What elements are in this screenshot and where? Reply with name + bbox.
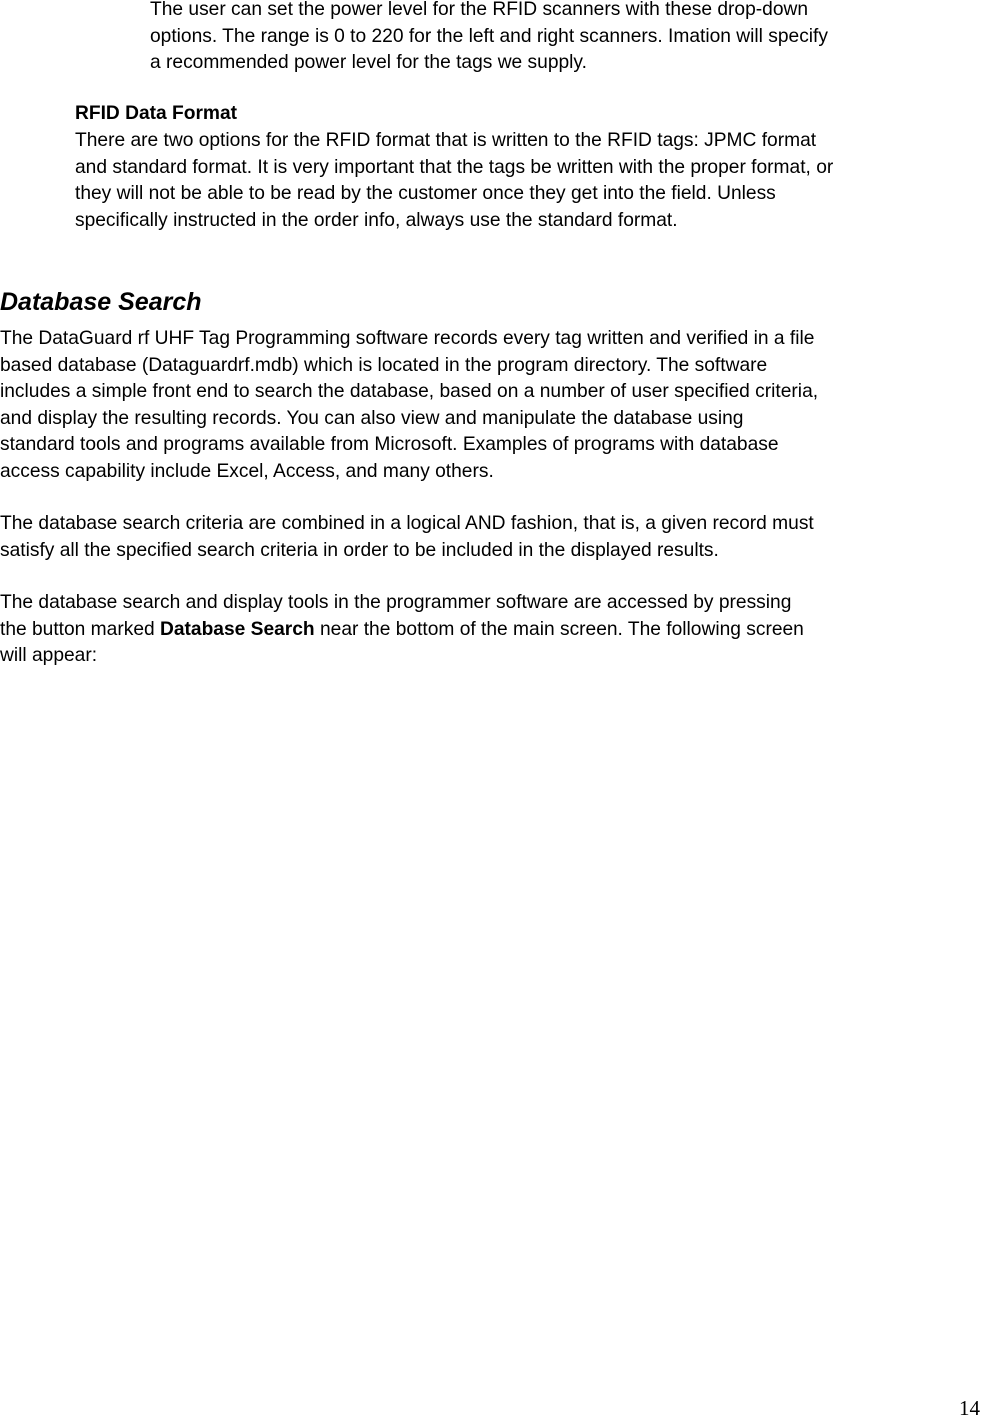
text-line: and standard format. It is very important that the tags be written with the proper format, or	[75, 156, 834, 178]
text-line: options. The range is 0 to 220 for the left and right scanners. Imation will specify	[150, 25, 828, 47]
search-criteria-paragraph	[0, 511, 982, 564]
database-description-paragraph	[0, 326, 982, 485]
text-line: The database search and display tools in the programmer software are accessed by pressing	[0, 592, 792, 613]
text-line: standard tools and programs available from Microsoft. Examples of programs with database	[0, 434, 779, 455]
text-line: a recommended power level for the tags we supply.	[150, 52, 587, 73]
database-search-heading: Database Search	[0, 288, 202, 316]
text-line: access capability include Excel, Access, and many others.	[0, 460, 494, 482]
text-line: and display the resulting records. You can also view and manipulate the database using	[0, 407, 744, 429]
text-line: satisfy all the specified search criteria in order to be included in the displayed results.	[0, 539, 719, 561]
power-level-paragraph	[150, 0, 980, 77]
text-line: will appear:	[0, 645, 98, 666]
page-number: 14	[959, 1396, 980, 1420]
text-fragment: the button marked	[0, 618, 160, 640]
text-line: The DataGuard rf UHF Tag Programming software records every tag written and verified in a file	[0, 328, 815, 349]
rfid-data-format-heading: RFID Data Format	[75, 103, 238, 124]
text-line	[0, 617, 982, 644]
text-fragment: near the bottom of the main screen. The following screen	[314, 618, 804, 640]
rfid-data-format-paragraph	[75, 128, 982, 234]
text-line: based database (Dataguardrf.mdb) which is located in the program directory. The software	[0, 354, 768, 376]
text-line: includes a simple front end to search the database, based on a number of user specified criteria,	[0, 381, 819, 402]
text-line: they will not be able to be read by the customer once they get into the field. Unless	[75, 183, 776, 204]
text-line: There are two options for the RFID format that is written to the RFID tags: JPMC format	[75, 130, 817, 151]
text-line: The user can set the power level for the RFID scanners with these drop-down	[150, 0, 809, 20]
text-line: specifically instructed in the order info, always use the standard format.	[75, 209, 678, 231]
search-access-paragraph	[0, 590, 982, 670]
database-search-button-reference: Database Search	[160, 618, 315, 640]
text-line: The database search criteria are combined in a logical AND fashion, that is, a given record must	[0, 513, 814, 534]
